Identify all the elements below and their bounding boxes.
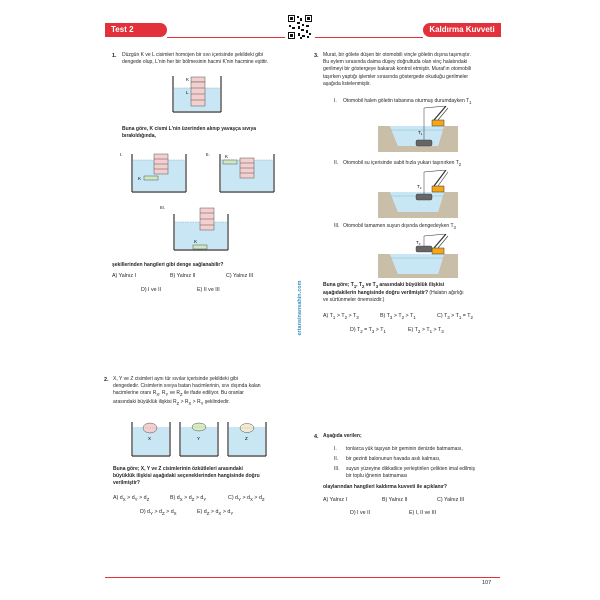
q1-fig-l-label: L	[186, 90, 189, 95]
q1-case-1-k: K	[138, 176, 142, 181]
q3-option-b[interactable]: B) $T_3 > T_2 > T_1$	[380, 313, 416, 321]
q1-option-d[interactable]: D) I ve II	[141, 287, 162, 293]
q1-option-a[interactable]: A) Yalnız I	[112, 273, 136, 279]
q4-heading: Aşağıda verilen;	[323, 433, 362, 439]
q3-item-1: I. Otomobil halen göletin tabanına oturmuş durumdayken $T_1$	[334, 98, 472, 105]
q1-text-line-2: dengede olup, L'nin her bir bölmesinin hacmi K'nin hacmine eşittir.	[122, 59, 269, 66]
q4-number: 4.	[314, 434, 319, 440]
q2-text-line-4: arasındaki büyüklük ilişkisi $R_Z > R_X > R_Y$ şeklindedir.	[113, 398, 230, 406]
q1-text-line-1: Düzgün K ve L cisimleri homojen bir sıvı içerisinde şekildeki gibi	[122, 52, 263, 58]
q1-option-c[interactable]: C) Yalnız III	[226, 273, 254, 279]
q2-text-line-2: dengededir. Cisimlerin sıvıya batan hacimlerinin, sıvı dışında kalan	[113, 383, 261, 390]
q4-item-3: III. suyun yüzeyine dikkatlice yerleştirilen çelikten imal edilmiş	[334, 466, 475, 472]
q4-option-e[interactable]: E) I, II ve III	[409, 510, 437, 516]
q3-option-a[interactable]: A) $T_1 > T_2 > T_3$	[323, 313, 359, 321]
q4-option-d[interactable]: D) I ve II	[350, 510, 371, 516]
q4-option-b[interactable]: B) Yalnız II	[382, 497, 408, 503]
q2-option-a[interactable]: A) $d_X > d_Y > d_Z$	[113, 495, 150, 503]
q1-case-3	[160, 200, 232, 252]
q2-option-c[interactable]: C) $d_Y > d_X > d_Z$	[228, 495, 265, 503]
q1-case-2-label: II.	[206, 152, 210, 157]
q4-item-2: II. bir gezinti balonunun havada asılı kalması,	[334, 456, 441, 462]
q3-prompt-line-1: Buna göre; $T_1$, $T_2$ ve $T_3$ arasındaki büyüklük ilişkisi	[323, 282, 445, 289]
q2-text	[113, 376, 293, 407]
q2-prompt-line-1: Buna göre; X, Y ve Z cisimlerinin özkütleleri arasındaki	[113, 466, 243, 472]
q4-item-1: I. tonlarca yük taşıyan bir geminin denizde batmaması,	[334, 446, 463, 452]
q3-text-line-5: aşağıda listelenmiştir.	[323, 80, 371, 87]
q2-label-x: X	[148, 436, 152, 441]
q1-case-3-k: K	[194, 239, 198, 244]
q3-text-line-2: Bu eylem sırasında daima düşey doğrultuda olan vinç halatındaki	[323, 59, 468, 66]
q1-prompt-line-2: bırakıldığında,	[122, 133, 156, 140]
q4-option-c[interactable]: C) Yalnız III	[437, 497, 465, 503]
q3-fig-1-t: $T_1$	[418, 130, 423, 136]
page-number: 107	[482, 580, 492, 586]
q3-figure-3	[378, 234, 458, 278]
q2-label-y: Y	[197, 436, 201, 441]
q4-option-a[interactable]: A) Yalnız I	[323, 497, 347, 503]
q1-number: 1.	[112, 53, 117, 59]
q1-case-1-label: I.	[120, 152, 123, 157]
topic-label: Kaldırma Kuvveti	[423, 23, 501, 37]
q3-prompt-line-2: aşağıdakilerin hangisinde doğru verilmiştir? (Halatın ağırlığı	[323, 290, 464, 297]
website-link[interactable]: ertansinansahin.com	[297, 280, 303, 336]
q2-text-line-3: hacimlerine oranı $R_X$, $R_Y$ ve $R_Z$ ile ifade ediliyor. Bu oranlar	[113, 390, 244, 398]
q3-option-e[interactable]: E) $T_2 > T_1 > T_3$	[408, 327, 444, 335]
q3-number: 3.	[314, 53, 319, 59]
q3-prompt	[323, 282, 503, 305]
test-label: Test 2	[105, 23, 167, 37]
qr-code-icon	[287, 14, 313, 40]
q4-question: olaylarından hangileri kaldırma kuvveti ile açıklanır?	[323, 484, 447, 490]
q2-option-b[interactable]: B) $d_X > d_Z > d_Y$	[170, 495, 207, 503]
q2-prompt-line-3: verilmiştir?	[113, 480, 140, 487]
q1-case-2	[206, 150, 278, 194]
q2-prompt	[113, 466, 298, 488]
q3-text-line-3: gerilmeyi bir göstergeye bakarak kontrol etmiştir. Murat'ın otomobili	[323, 66, 471, 73]
q1-main-figure	[172, 74, 222, 114]
q3-figure-1	[378, 106, 458, 152]
q1-case-1	[118, 150, 190, 194]
q3-fig-2-t: $T_2$	[417, 184, 422, 190]
q3-item-3: III. Otomobil tamamen suyun dışında dengedeyken $T_3$	[334, 223, 456, 230]
q2-option-d[interactable]: D) $d_Y > d_Z > d_X$	[140, 509, 177, 517]
q2-number: 2.	[104, 377, 109, 383]
q1-option-e[interactable]: E) II ve III	[197, 287, 220, 293]
q1-prompt	[122, 126, 292, 140]
q2-figure	[130, 418, 270, 458]
header-rule-left	[167, 37, 285, 38]
q2-prompt-line-2: büyüklük ilişkisi aşağıdaki seçeneklerinden hangisinde doğru	[113, 473, 260, 480]
website-sidebar	[295, 270, 305, 352]
q3-prompt-line-3: ve sürtünmeler önemsizdir.)	[323, 297, 385, 304]
q1-case-3-label: III.	[160, 205, 166, 210]
footer-rule	[105, 577, 500, 578]
q1-question: şekillerinden hangileri gibi denge sağlanabilir?	[112, 262, 224, 268]
q1-fig-k-label: K	[186, 77, 190, 82]
q1-case-2-k: K	[225, 154, 229, 159]
q1-text	[122, 52, 292, 66]
q2-text-line-1: X, Y ve Z cisimleri aynı tür sıvılar içerisinde şekildeki gibi	[113, 376, 238, 382]
q3-option-c[interactable]: C) $T_3 > T_1 = T_2$	[437, 313, 473, 321]
q3-text	[323, 52, 503, 88]
q2-label-z: Z	[245, 436, 248, 441]
q3-figure-2	[378, 170, 458, 218]
q1-prompt-line-1: Buna göre, K cismi L'nin üzerinden alınıp yavaşça sıvıya	[122, 126, 257, 132]
q2-option-e[interactable]: E) $d_Z > d_X > d_Y$	[197, 509, 234, 517]
q3-fig-3-t: $T_3$	[416, 240, 421, 246]
q3-text-line-1: Murat, bir gölete düşen bir otomobili vinçle göletin dışına taşımıştır.	[323, 52, 471, 58]
q4-item-3-cont: bir toplu iğnenin batmaması	[346, 473, 408, 479]
q3-item-2: II. Otomobil su içerisinde sabit hızla yukarı taşınırken $T_2$	[334, 160, 462, 167]
q1-option-b[interactable]: B) Yalnız II	[170, 273, 196, 279]
q3-option-d[interactable]: D) $T_2 = T_3 > T_1$	[350, 327, 386, 335]
header-rule-right	[315, 37, 423, 38]
q3-text-line-4: taşırken yaptığı işlemler sırasında göstergede okuduğu gerilmeler	[323, 73, 469, 80]
